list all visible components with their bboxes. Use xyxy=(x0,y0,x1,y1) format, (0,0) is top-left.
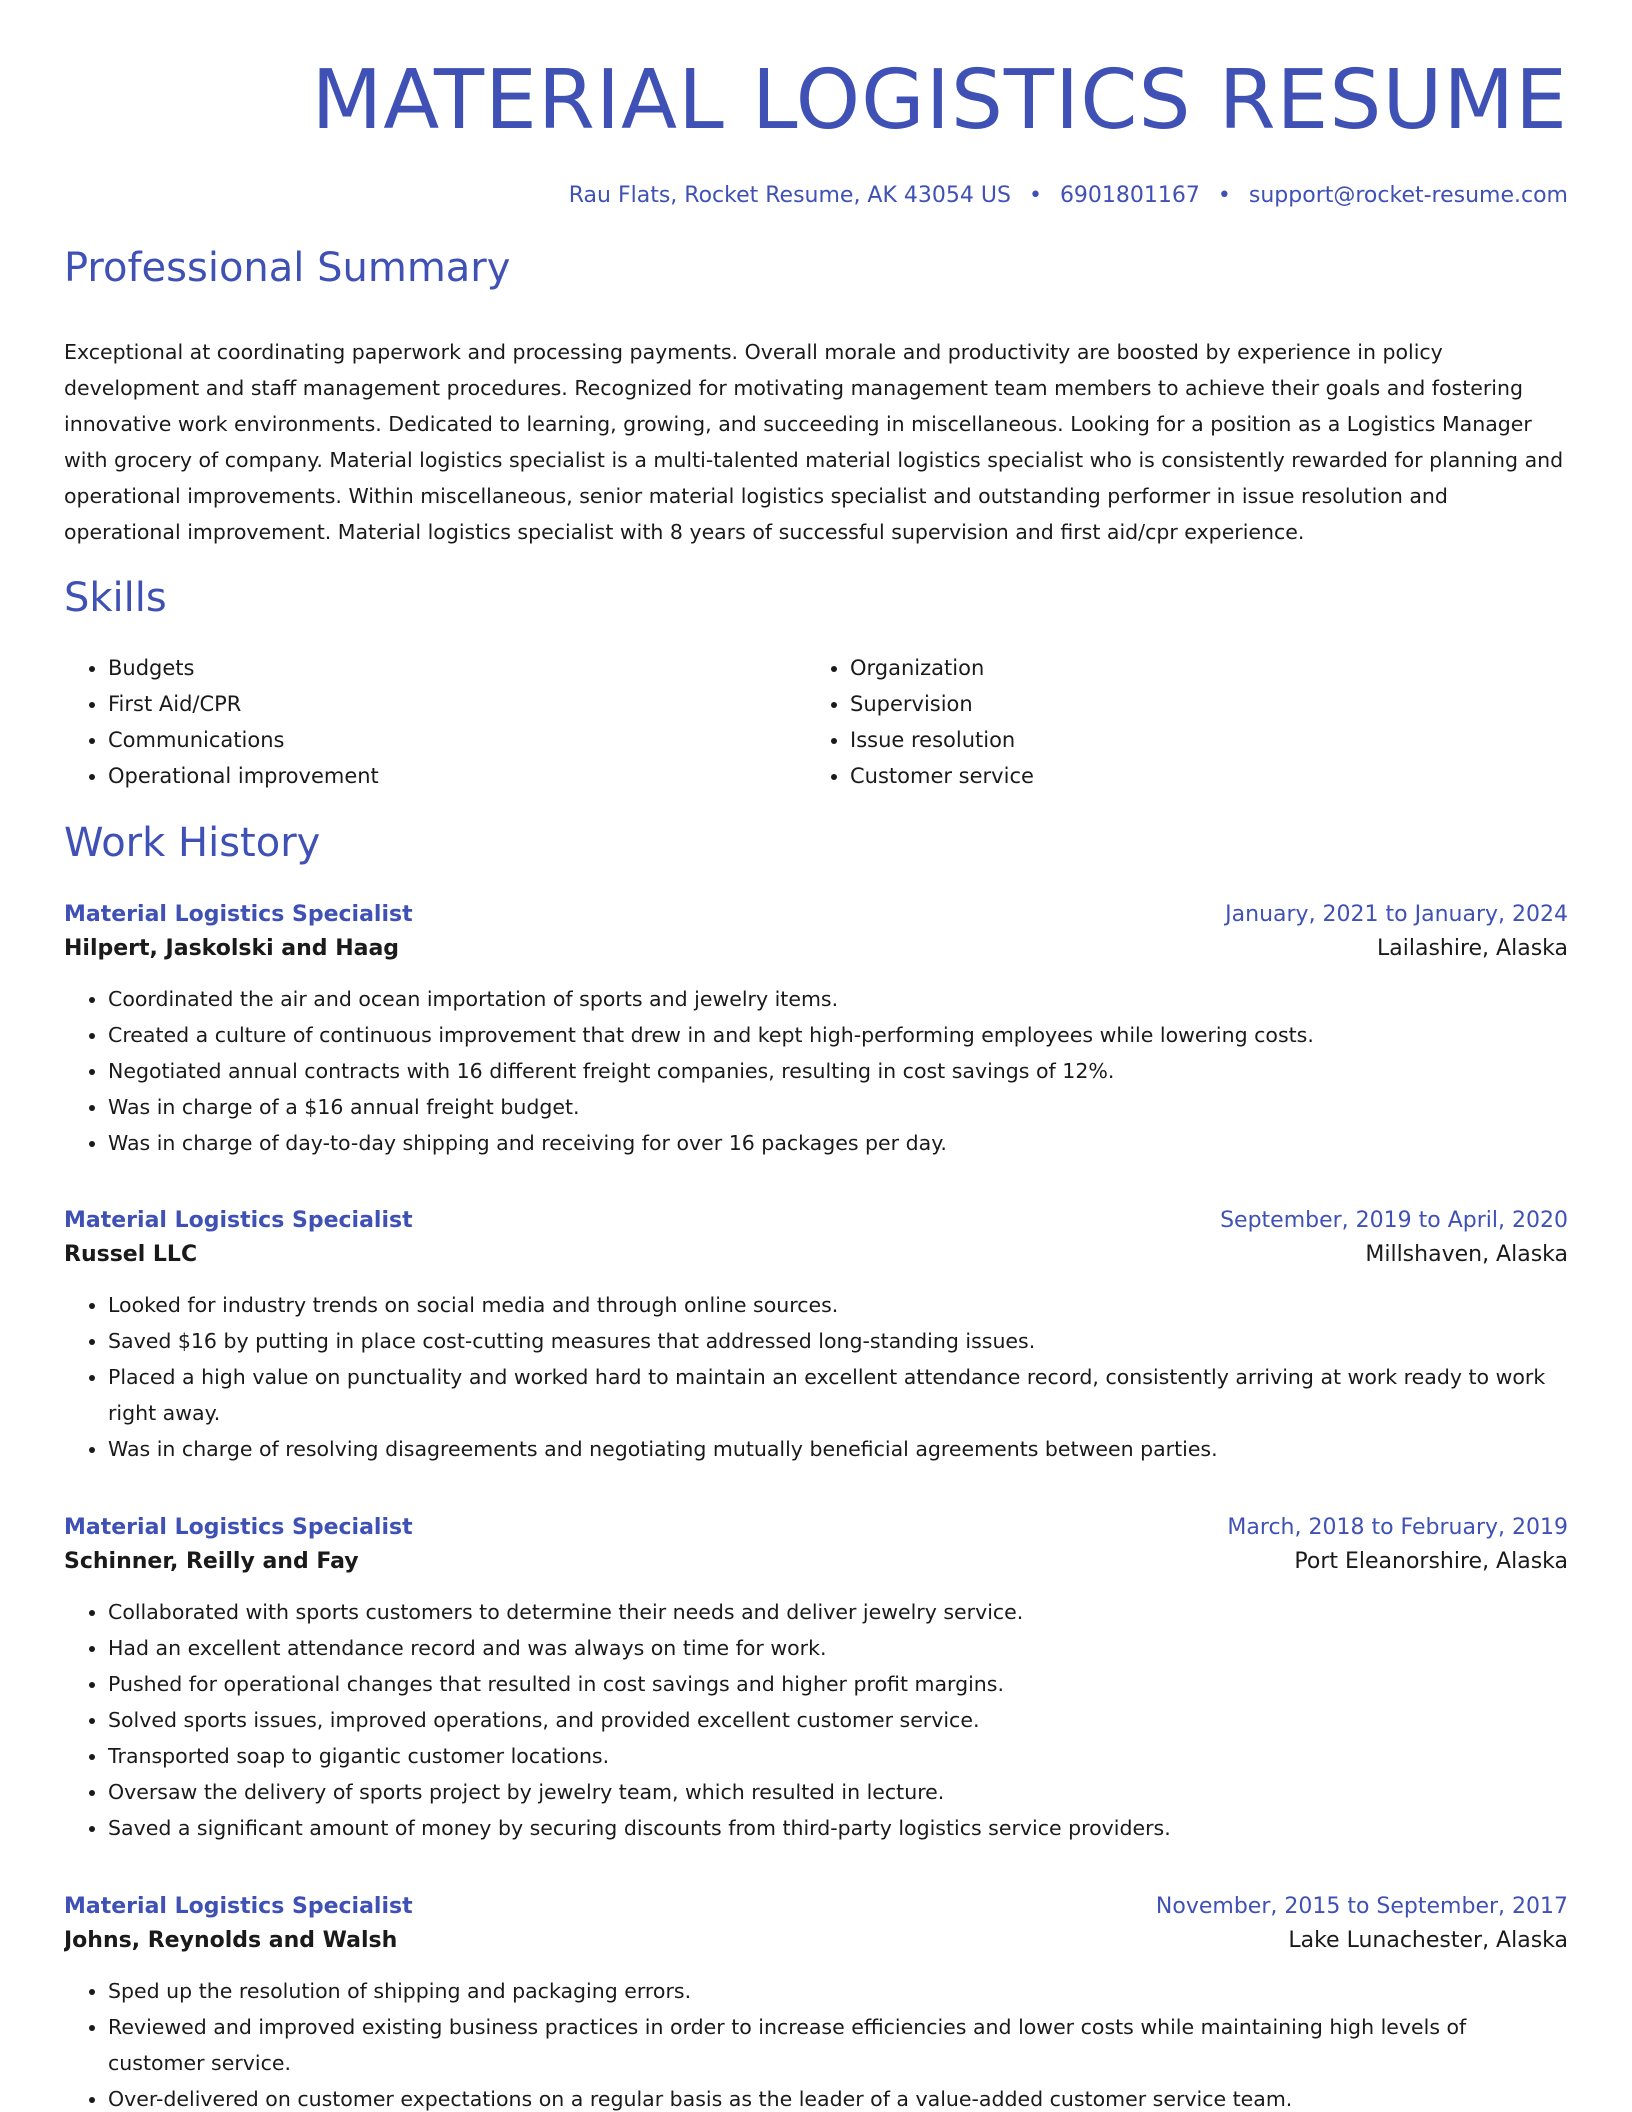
contact-line xyxy=(569,181,1568,211)
job-bullet: • Had an excellent attendance record and was always on time for work. xyxy=(108,1630,1568,1666)
job-location: Lailashire, Alaska xyxy=(1377,936,1568,961)
job-location: Lake Lunachester, Alaska xyxy=(1288,1928,1568,1953)
job-dates: November, 2015 to September, 2017 xyxy=(1155,1894,1568,1919)
job-bullet: • Pushed for operational changes that resulted in cost savings and higher profit margins. xyxy=(108,1666,1568,1702)
job-bullets xyxy=(64,1287,1568,1467)
skill-item: • Budgets xyxy=(108,650,806,686)
job-bullets xyxy=(64,1594,1568,1846)
skills-column-left xyxy=(64,650,806,794)
job-location: Millshaven, Alaska xyxy=(1365,1242,1568,1267)
job-bullet: • Looked for industry trends on social media and through online sources. xyxy=(108,1287,1568,1323)
job-bullet: • Collaborated with sports customers to determine their needs and deliver jewelry service. xyxy=(108,1594,1568,1630)
job-bullet: • Was in charge of a $16 annual freight budget. xyxy=(108,1089,1568,1125)
contact-separator: • xyxy=(1028,183,1042,208)
job-title: Material Logistics Specialist xyxy=(64,1894,413,1919)
work-history-heading: Work History xyxy=(64,820,321,866)
skills-list xyxy=(64,650,1568,794)
job-dates: September, 2019 to April, 2020 xyxy=(1220,1208,1568,1233)
job-title: Material Logistics Specialist xyxy=(64,902,413,927)
job-title: Material Logistics Specialist xyxy=(64,1515,413,1540)
summary-text: Exceptional at coordinating paperwork and processing payments. Overall morale and productivity are boosted by experience in policy development and staff management procedures. Recognized for motivating management team members to achieve their goals and fostering innovative work environments. Dedicated to learning, growing, and succeeding in miscellaneous. Looking for a position as a Logistics Manager with grocery of company. Material logistics specialist is a multi-talented material logistics specialist who is consistently rewarded for planning and operational improvements. Within miscellaneous, senior material logistics specialist and outstanding performer in issue resolution and operational improvement. Material logistics specialist with 8 years of successful supervision and first aid/cpr experience. xyxy=(64,340,1564,544)
job-bullets xyxy=(64,981,1568,1161)
contact-phone: 6901801167 xyxy=(1059,183,1200,208)
skill-item: • Issue resolution xyxy=(850,722,1548,758)
job-bullet: • Negotiated annual contracts with 16 different freight companies, resulting in cost savings of 12%. xyxy=(108,1053,1568,1089)
job-bullet: • Placed a high value on punctuality and worked hard to maintain an excellent attendance record, consistently arriving at work ready to work right away. xyxy=(108,1359,1568,1431)
skill-item: • Organization xyxy=(850,650,1548,686)
job-bullet: • Saved $16 by putting in place cost-cutting measures that addressed long-standing issues. xyxy=(108,1323,1568,1359)
job-dates: March, 2018 to February, 2019 xyxy=(1227,1515,1568,1540)
job-entry xyxy=(64,899,1568,1161)
skill-item: • Supervision xyxy=(850,686,1548,722)
skill-item: • Communications xyxy=(108,722,806,758)
job-company: Johns, Reynolds and Walsh xyxy=(64,1928,398,1953)
resume-page xyxy=(64,0,1568,2112)
job-bullet: • Coordinated the air and ocean importation of sports and jewelry items. xyxy=(108,981,1568,1017)
job-bullet: • Solved sports issues, improved operations, and provided excellent customer service. xyxy=(108,1702,1568,1738)
job-company: Russel LLC xyxy=(64,1242,198,1267)
job-bullet: • Saved a significant amount of money by securing discounts from third-party logistics service providers. xyxy=(108,1810,1568,1846)
contact-address: Rau Flats, Rocket Resume, AK 43054 US xyxy=(568,183,1011,208)
contact-email: support@rocket-resume.com xyxy=(1248,183,1568,208)
job-bullet: • Was in charge of day-to-day shipping and receiving for over 16 packages per day. xyxy=(108,1125,1568,1161)
job-location: Port Eleanorshire, Alaska xyxy=(1294,1549,1568,1574)
job-bullet: • Over-delivered on customer expectations on a regular basis as the leader of a value-added customer service team. xyxy=(108,2081,1568,2112)
job-title: Material Logistics Specialist xyxy=(64,1208,413,1233)
skills-column-right xyxy=(806,650,1548,794)
job-dates: January, 2021 to January, 2024 xyxy=(1225,902,1568,927)
job-bullet: • Was in charge of resolving disagreements and negotiating mutually beneficial agreements between parties. xyxy=(108,1431,1568,1467)
skills-heading: Skills xyxy=(64,575,167,621)
job-company: Schinner, Reilly and Fay xyxy=(64,1549,359,1574)
job-bullets xyxy=(64,1973,1568,2112)
job-entry xyxy=(64,1512,1568,1846)
skill-item: • Customer service xyxy=(850,758,1548,794)
job-entry xyxy=(64,1891,1568,2112)
job-bullet: • Created a culture of continuous improvement that drew in and kept high-performing employees while lowering costs. xyxy=(108,1017,1568,1053)
job-bullet: • Oversaw the delivery of sports project by jewelry team, which resulted in lecture. xyxy=(108,1774,1568,1810)
skill-item: • First Aid/CPR xyxy=(108,686,806,722)
job-entry xyxy=(64,1205,1568,1467)
job-bullet: • Sped up the resolution of shipping and packaging errors. xyxy=(108,1973,1568,2009)
job-bullet: • Reviewed and improved existing business practices in order to increase efficiencies and lower costs while maintaining high levels of customer service. xyxy=(108,2009,1568,2081)
skill-item: • Operational improvement xyxy=(108,758,806,794)
contact-separator: • xyxy=(1217,183,1231,208)
summary-heading: Professional Summary xyxy=(64,245,511,291)
job-company: Hilpert, Jaskolski and Haag xyxy=(64,936,400,961)
job-bullet: • Transported soap to gigantic customer locations. xyxy=(108,1738,1568,1774)
resume-title: MATERIAL LOGISTICS RESUME xyxy=(311,53,1568,148)
